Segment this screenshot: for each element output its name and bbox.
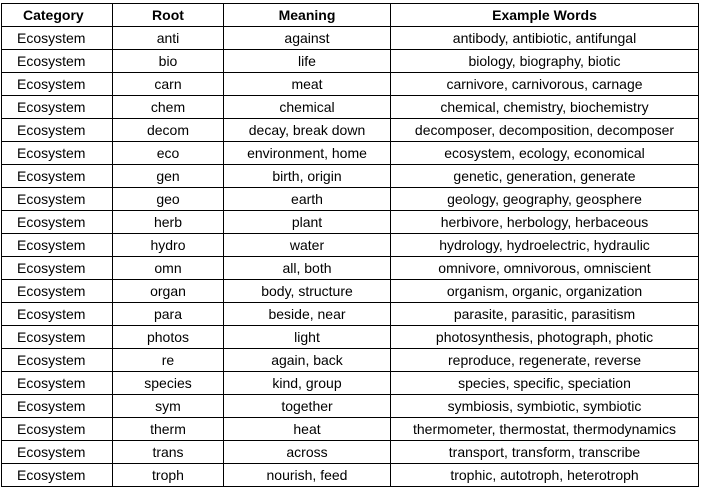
cell-example-words: thermometer, thermostat, thermodynamics xyxy=(391,418,699,441)
table-row xyxy=(2,372,699,395)
cell-example-words: decomposer, decomposition, decomposer xyxy=(391,119,699,142)
cell-meaning: beside, near xyxy=(224,303,391,326)
table-row xyxy=(2,441,699,464)
cell-root: decom xyxy=(113,119,224,142)
cell-example-words: parasite, parasitic, parasitism xyxy=(391,303,699,326)
cell-root: trans xyxy=(113,441,224,464)
cell-category: Ecosystem xyxy=(2,464,113,487)
cell-meaning: heat xyxy=(224,418,391,441)
table-row xyxy=(2,418,699,441)
cell-category: Ecosystem xyxy=(2,395,113,418)
cell-root: photos xyxy=(113,326,224,349)
table-row xyxy=(2,119,699,142)
cell-category: Ecosystem xyxy=(2,257,113,280)
cell-example-words: biology, biography, biotic xyxy=(391,50,699,73)
cell-category: Ecosystem xyxy=(2,119,113,142)
cell-root: carn xyxy=(113,73,224,96)
cell-meaning: together xyxy=(224,395,391,418)
cell-category: Ecosystem xyxy=(2,372,113,395)
table-row xyxy=(2,280,699,303)
cell-root: sym xyxy=(113,395,224,418)
cell-category: Ecosystem xyxy=(2,73,113,96)
cell-root: species xyxy=(113,372,224,395)
cell-meaning: decay, break down xyxy=(224,119,391,142)
table-row xyxy=(2,142,699,165)
table-row xyxy=(2,234,699,257)
table-row xyxy=(2,349,699,372)
cell-root: chem xyxy=(113,96,224,119)
cell-root: hydro xyxy=(113,234,224,257)
table-row xyxy=(2,464,699,487)
cell-category: Ecosystem xyxy=(2,303,113,326)
cell-root: herb xyxy=(113,211,224,234)
cell-root: geo xyxy=(113,188,224,211)
cell-meaning: kind, group xyxy=(224,372,391,395)
header-row xyxy=(2,4,699,27)
cell-root: organ xyxy=(113,280,224,303)
cell-root: bio xyxy=(113,50,224,73)
cell-category: Ecosystem xyxy=(2,280,113,303)
cell-example-words: reproduce, regenerate, reverse xyxy=(391,349,699,372)
table-row xyxy=(2,50,699,73)
cell-meaning: meat xyxy=(224,73,391,96)
header-example-words: Example Words xyxy=(391,4,699,27)
cell-example-words: symbiosis, symbiotic, symbiotic xyxy=(391,395,699,418)
cell-root: para xyxy=(113,303,224,326)
cell-example-words: ecosystem, ecology, economical xyxy=(391,142,699,165)
cell-example-words: antibody, antibiotic, antifungal xyxy=(391,27,699,50)
cell-meaning: water xyxy=(224,234,391,257)
cell-category: Ecosystem xyxy=(2,326,113,349)
cell-meaning: nourish, feed xyxy=(224,464,391,487)
cell-example-words: genetic, generation, generate xyxy=(391,165,699,188)
cell-meaning: earth xyxy=(224,188,391,211)
cell-meaning: all, both xyxy=(224,257,391,280)
cell-meaning: against xyxy=(224,27,391,50)
cell-example-words: chemical, chemistry, biochemistry xyxy=(391,96,699,119)
cell-example-words: transport, transform, transcribe xyxy=(391,441,699,464)
cell-meaning: plant xyxy=(224,211,391,234)
cell-category: Ecosystem xyxy=(2,418,113,441)
cell-category: Ecosystem xyxy=(2,142,113,165)
table-row xyxy=(2,188,699,211)
table-row xyxy=(2,326,699,349)
table-row xyxy=(2,27,699,50)
header-root: Root xyxy=(113,4,224,27)
cell-meaning: environment, home xyxy=(224,142,391,165)
cell-root: anti xyxy=(113,27,224,50)
cell-example-words: geology, geography, geosphere xyxy=(391,188,699,211)
cell-root: therm xyxy=(113,418,224,441)
cell-category: Ecosystem xyxy=(2,188,113,211)
table-row xyxy=(2,165,699,188)
table-row xyxy=(2,257,699,280)
cell-root: gen xyxy=(113,165,224,188)
cell-meaning: birth, origin xyxy=(224,165,391,188)
cell-category: Ecosystem xyxy=(2,50,113,73)
word-roots-table xyxy=(1,3,699,487)
cell-root: eco xyxy=(113,142,224,165)
table-row xyxy=(2,303,699,326)
cell-meaning: again, back xyxy=(224,349,391,372)
cell-example-words: herbivore, herbology, herbaceous xyxy=(391,211,699,234)
cell-category: Ecosystem xyxy=(2,165,113,188)
cell-meaning: life xyxy=(224,50,391,73)
table-row xyxy=(2,73,699,96)
cell-root: troph xyxy=(113,464,224,487)
cell-category: Ecosystem xyxy=(2,211,113,234)
cell-meaning: light xyxy=(224,326,391,349)
table-row xyxy=(2,96,699,119)
cell-example-words: organism, organic, organization xyxy=(391,280,699,303)
cell-root: re xyxy=(113,349,224,372)
header-category: Category xyxy=(2,4,113,27)
cell-example-words: omnivore, omnivorous, omniscient xyxy=(391,257,699,280)
cell-category: Ecosystem xyxy=(2,27,113,50)
header-meaning: Meaning xyxy=(224,4,391,27)
cell-meaning: body, structure xyxy=(224,280,391,303)
cell-meaning: chemical xyxy=(224,96,391,119)
cell-category: Ecosystem xyxy=(2,441,113,464)
table-row xyxy=(2,395,699,418)
cell-example-words: carnivore, carnivorous, carnage xyxy=(391,73,699,96)
table-row xyxy=(2,211,699,234)
cell-example-words: photosynthesis, photograph, photic xyxy=(391,326,699,349)
cell-category: Ecosystem xyxy=(2,234,113,257)
cell-category: Ecosystem xyxy=(2,349,113,372)
cell-meaning: across xyxy=(224,441,391,464)
cell-category: Ecosystem xyxy=(2,96,113,119)
cell-example-words: species, specific, speciation xyxy=(391,372,699,395)
cell-example-words: trophic, autotroph, heterotroph xyxy=(391,464,699,487)
cell-root: omn xyxy=(113,257,224,280)
cell-example-words: hydrology, hydroelectric, hydraulic xyxy=(391,234,699,257)
